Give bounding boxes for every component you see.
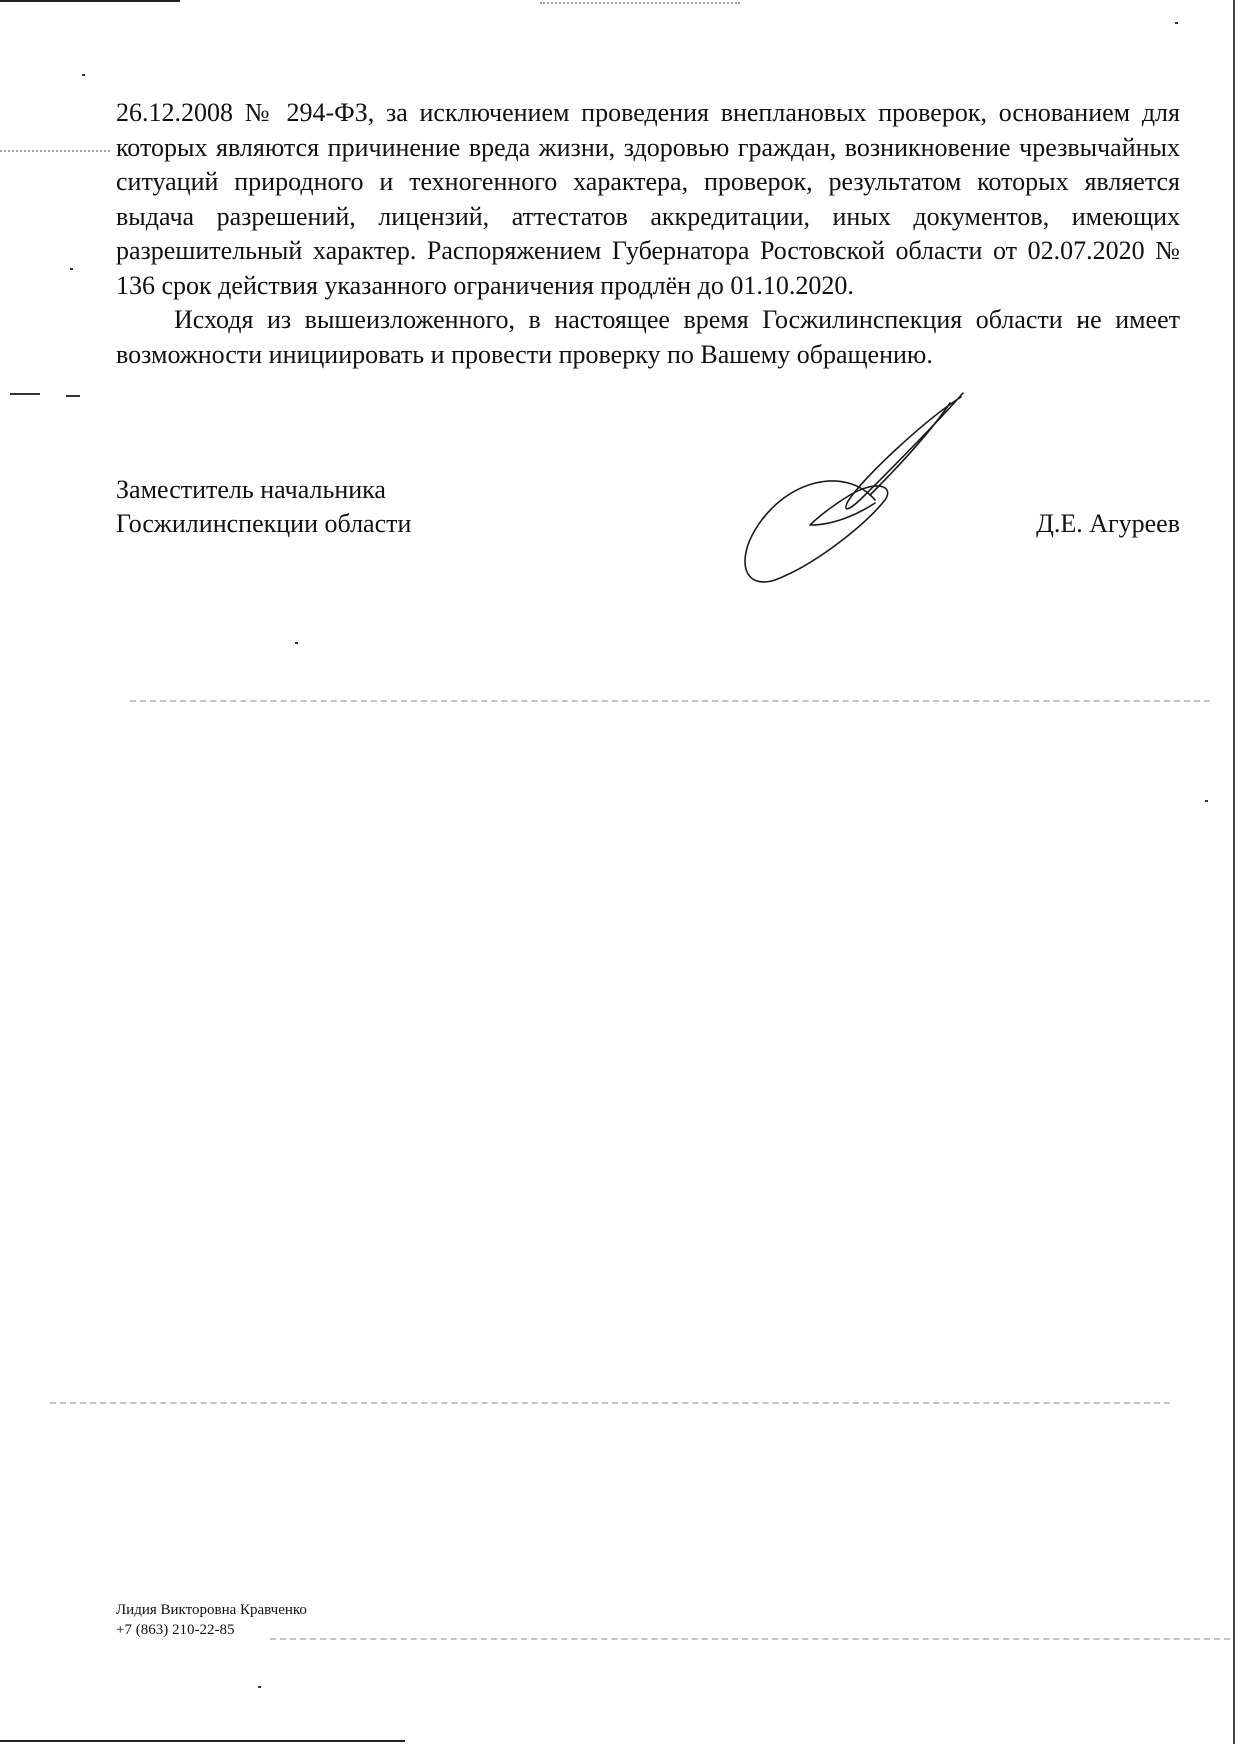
scan-speck [295,642,298,644]
body-paragraph-conclusion: Исходя из вышеизложенного, в настоящее время Госжилинспекция области не имеет возможности инициировать и провести проверку по Вашему обращению. [116,305,1180,369]
executor-phone: +7 (863) 210-22-85 [116,1622,235,1638]
body-paragraph-legal-exceptions: 26.12.2008 № 294-ФЗ, за исключением проведения внеплановых проверок, основанием для которых являются причинение вреда жизни, здоровью граждан, возникновение чрезвычайных ситуаций природного и техногенного характера, проверок, результатом которых является выдача разрешений, лицензий, аттестатов аккредитации, иных документов, имеющих разрешительный характер. Распоряжением Губернатора Ростовской области от 02.07.2020 № 136 срок действия указанного ограничения продлён до 01.10.2020. [116,98,1180,300]
scan-speck [1175,22,1178,24]
signature-block [116,473,1180,541]
executor-contact [116,1600,307,1640]
scan-noise-line [0,150,110,154]
signatory-position [116,473,1180,541]
scan-speck [258,1686,261,1688]
scan-noise-line [50,1402,1170,1406]
scan-speck [70,268,73,270]
scan-noise-line [130,700,1210,704]
letter-body [116,96,1180,372]
scan-speck [10,393,40,395]
scan-speck [66,395,80,397]
scan-noise-line [270,1638,1230,1642]
executor-name: Лидия Викторовна Кравченко [116,1602,307,1618]
scan-edge-bottom [0,1740,405,1742]
scan-edge-top-left [0,0,180,2]
signatory-position-line2: Госжилинспекции области [116,509,412,538]
scan-noise-line [540,2,740,6]
scan-speck [1205,800,1208,802]
scan-speck [82,74,85,76]
scan-edge-right [1233,0,1235,1744]
signatory-name: Д.Е. Агуреев [1036,509,1180,538]
signatory-position-line1: Заместитель начальника [116,475,386,504]
